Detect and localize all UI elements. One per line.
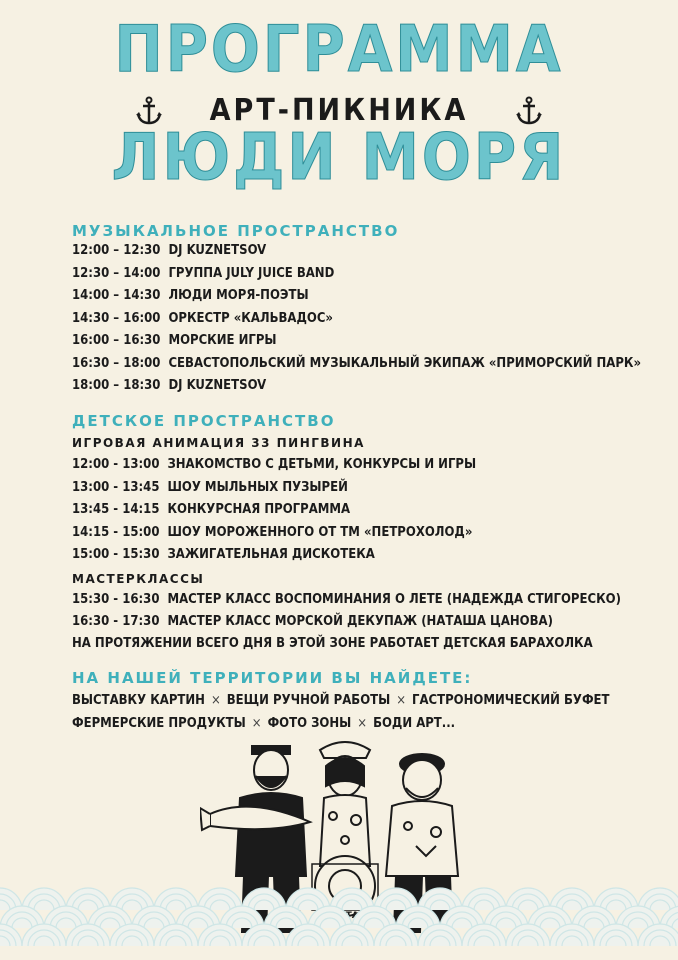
separator-x: × (357, 716, 368, 731)
section-title-music: МУЗЫКАЛЬНОЕ ПРОСТРАНСТВО (72, 222, 400, 240)
schedule-event: МАСТЕР КЛАСС ВОСПОМИНАНИЯ О ЛЕТЕ (НАДЕЖДА СТИГОРЕСКО) (167, 592, 621, 607)
schedule-time: 12:00 – 12:30 (72, 243, 161, 258)
subsection-title-masterclasses: МАСТЕРКЛАССЫ (72, 572, 205, 586)
schedule-time: 18:00 – 18:30 (72, 378, 161, 393)
kids-note: НА ПРОТЯЖЕНИИ ВСЕГО ДНЯ В ЭТОЙ ЗОНЕ РАБОТАЕТ ДЕТСКАЯ БАРАХОЛКА (72, 636, 593, 651)
territory-item: ВЕЩИ РУЧНОЙ РАБОТЫ (226, 693, 391, 708)
schedule-time: 12:00 - 13:00 (72, 457, 160, 472)
schedule-time: 15:30 - 16:30 (72, 592, 160, 607)
territory-line-2 (72, 716, 455, 732)
animation-row (72, 457, 476, 473)
territory-item: ФЕРМЕРСКИЕ ПРОДУКТЫ (72, 716, 246, 731)
music-row (72, 243, 266, 259)
schedule-time: 12:30 – 14:00 (72, 265, 161, 281)
schedule-event: ЗАЖИГАТЕЛЬНАЯ ДИСКОТЕКА (167, 547, 375, 562)
schedule-event: DJ KUZNETSOV (168, 378, 267, 393)
animation-row (72, 502, 350, 518)
schedule-event: МАСТЕР КЛАСС МОРСКОЙ ДЕКУПАЖ (НАТАША ЦАНОВА) (167, 614, 553, 629)
title-lyudi-morya: ЛЮДИ МОРЯ (111, 121, 567, 195)
schedule-time: 14:30 – 16:00 (72, 310, 161, 326)
territory-item: ВЫСТАВКУ КАРТИН (72, 693, 205, 708)
schedule-time: 16:30 – 18:00 (72, 355, 161, 371)
territory-item: ГАСТРОНОМИЧЕСКИЙ БУФЕТ (412, 693, 610, 708)
separator-x: × (396, 693, 407, 708)
music-row (72, 356, 641, 372)
animation-row (72, 547, 375, 563)
territory-item: БОДИ АРТ... (373, 716, 456, 731)
schedule-event: ШОУ МОРОЖЕННОГО ОТ ТМ «ПЕТРОХОЛОД» (167, 524, 473, 540)
title-programma: ПРОГРАММА (114, 13, 564, 87)
separator-x: × (251, 716, 262, 731)
schedule-time: 13:00 - 13:45 (72, 479, 160, 495)
section-title-kids: ДЕТСКОЕ ПРОСТРАНСТВО (72, 412, 336, 430)
schedule-event: КОНКУРСНАЯ ПРОГРАММА (167, 502, 351, 517)
masterclass-row (72, 614, 553, 630)
schedule-event: МОРСКИЕ ИГРЫ (168, 333, 277, 348)
territory-item: ФОТО ЗОНЫ (267, 716, 352, 731)
music-row (72, 288, 309, 304)
schedule-time: 13:45 - 14:15 (72, 502, 160, 517)
schedule-event: ЛЮДИ МОРЯ-ПОЭТЫ (168, 288, 309, 303)
schedule-event: ШОУ МЫЛЬНЫХ ПУЗЫРЕЙ (167, 479, 348, 495)
schedule-event: ГРУППА JULY JUICE BAND (168, 265, 335, 281)
animation-row (72, 525, 472, 541)
schedule-time: 14:15 - 15:00 (72, 524, 160, 540)
schedule-event: СЕВАСТОПОЛЬСКИЙ МУЗЫКАЛЬНЫЙ ЭКИПАЖ «ПРИМОРСКИЙ ПАРК» (168, 355, 642, 371)
schedule-time: 14:00 – 14:30 (72, 288, 161, 303)
schedule-time: 16:00 – 16:30 (72, 333, 161, 348)
schedule-time: 16:30 - 17:30 (72, 614, 160, 629)
separator-x: × (210, 693, 221, 708)
music-row (72, 378, 266, 394)
schedule-event: ЗНАКОМСТВО С ДЕТЬМИ, КОНКУРСЫ И ИГРЫ (167, 457, 477, 472)
music-row (72, 333, 277, 349)
waves-pattern (0, 880, 678, 960)
section-title-territory: НА НАШЕЙ ТЕРРИТОРИИ ВЫ НАЙДЕТЕ: (72, 669, 473, 687)
music-row (72, 311, 333, 327)
schedule-event: ОРКЕСТР «КАЛЬВАДОС» (168, 310, 333, 326)
subtitle-art-picnic: АРТ-ПИКНИКА (209, 93, 469, 128)
animation-row (72, 480, 348, 496)
subsection-title-animation: ИГРОВАЯ АНИМАЦИЯ 33 ПИНГВИНА (72, 436, 365, 450)
schedule-event: DJ KUZNETSOV (168, 243, 267, 258)
music-row (72, 266, 334, 282)
territory-line-1 (72, 693, 610, 709)
masterclass-row (72, 592, 621, 608)
schedule-time: 15:00 - 15:30 (72, 547, 160, 562)
